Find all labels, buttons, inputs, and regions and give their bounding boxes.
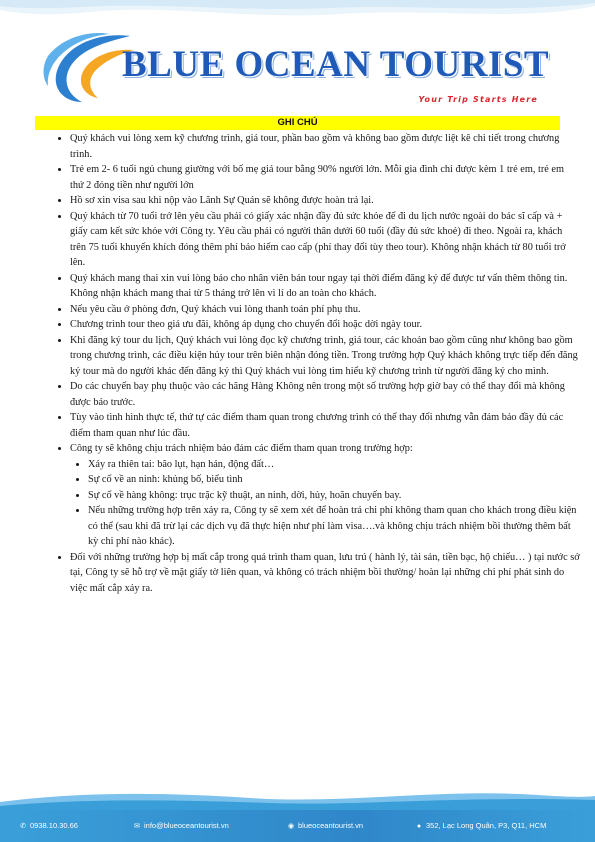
note-item: • Quý khách mang thai xin vui lòng báo cho nhân viên bán tour ngay tại thời điểm đăng ký để được tư vấn thêm thông tin. Không nhận khách mang thai từ 5 tháng trở lên vì lí do an toàn cho khách.	[70, 271, 580, 302]
footer-address	[414, 820, 546, 832]
note-item: • Khi đăng ký tour du lịch, Quý khách vui lòng đọc kỹ chương trình, giá tour, các khoản bao gồm cũng như không bao gồm trong chương trình, các điều kiện hủy tour trên biên nhận đóng tiền. Trong trường hợp Quý khách không trực tiếp đến đăng ký tour mà do người khác đến đăng ký thì Quý khách vui lòng tìm hiểu kỹ chương trình từ người đăng ký cho mình.	[70, 333, 580, 380]
note-item: • Nếu yêu cầu ở phòng đơn, Quý khách vui lòng thanh toán phí phụ thu.	[70, 302, 580, 318]
sub-note-item: • Nếu những trường hợp trên xảy ra, Công ty sẽ xem xét để hoàn trả chi phí không tham quan cho khách trong điều kiện có thể (sau khi đã trừ lại các dịch vụ đã thực hiện như phí làm visa….và không chịu trách nhiệm bồi thường thêm bất kỳ chi phí nào khác).	[88, 503, 580, 550]
note-item: • Do các chuyến bay phụ thuộc vào các hãng Hàng Không nên trong một số trường hợp giờ bay có thể thay đổi mà không được báo trước.	[70, 379, 580, 410]
note-item: • Chương trình tour theo giá ưu đãi, không áp dụng cho chuyển đổi hoặc dời ngày tour.	[70, 317, 580, 333]
footer-bar	[0, 802, 595, 842]
footer-email-text: info@blueoceantourist.vn	[144, 821, 229, 830]
footer-wave-decoration	[0, 788, 595, 810]
sub-note-item: • Sự cố về hàng không: trục trặc kỹ thuật, an ninh, dời, hủy, hoãn chuyến bay.	[88, 488, 580, 504]
footer-address-text: 352, Lạc Long Quân, P3, Q11, HCM	[426, 821, 547, 830]
location-pin-icon: ●	[416, 823, 422, 830]
note-item: • Hồ sơ xin visa sau khi nộp vào Lãnh Sự Quán sẽ không được hoàn trả lại.	[70, 193, 580, 209]
footer-phone[interactable]	[18, 820, 78, 832]
footer-website[interactable]	[286, 820, 363, 832]
globe-icon: ◉	[287, 823, 295, 830]
note-item: • Trẻ em 2- 6 tuổi ngủ chung giường với bố mẹ giá tour bằng 90% người lớn. Mỗi gia đình chỉ được kèm 1 trẻ em, trẻ em thứ 2 đóng tiền như người lớn	[70, 162, 580, 193]
footer-phone-text: 0938.10.30.66	[30, 821, 78, 830]
sub-note-item: • Xảy ra thiên tai: bão lụt, hạn hán, động đất…	[88, 457, 580, 473]
note-item: • Tùy vào tình hình thực tế, thứ tự các điểm tham quan trong chương trình có thể thay đổi nhưng vẫn đảm bảo đầy đủ các điểm tham quan như lúc đầu.	[70, 410, 580, 441]
footer-website-text: blueoceantourist.vn	[298, 821, 364, 830]
footer-email[interactable]	[132, 820, 229, 832]
notes-list	[52, 131, 580, 596]
note-item: • Quý khách từ 70 tuổi trở lên yêu cầu phải có giấy xác nhận đầy đủ sức khỏe để đi du lịch nước ngoài do bác sĩ cấp và + giấy cam kết sức khỏe với Công ty. Yêu cầu phải có người thân dưới 60 tuổi (đầy đủ sức khoẻ) đi theo. Ngoài ra, khách trên 75 tuổi khuyến khích đóng thêm phí bảo hiểm cao cấp (phí thay đổi tùy theo tour). Không nhận khách từ 80 tuổi trở lên.	[70, 209, 580, 271]
phone-icon: ✆	[20, 823, 26, 830]
note-item-text: Công ty sẽ không chịu trách nhiệm bảo đảm các điểm tham quan trong trường hợp:	[70, 443, 413, 454]
section-title: GHI CHÚ	[35, 116, 560, 130]
brand-name: BLUE OCEAN TOURIST	[122, 44, 550, 85]
brand-logo	[40, 28, 560, 108]
note-item-with-subitems	[70, 441, 580, 550]
note-item: • Đối với những trường hợp bị mất cắp trong quá trình tham quan, lưu trú ( hành lý, tài sản, tiền bạc, hộ chiếu… ) tại nước sở tại, Công ty sẽ hỗ trợ về mặt giấy tờ liên quan, và không có trách nhiệm bồi thường/ hoàn lại những chi phí phát sinh do việc mất cắp xảy ra.	[70, 550, 580, 597]
sub-notes-list	[70, 457, 580, 550]
mail-icon: ✉	[134, 823, 140, 830]
sub-note-item: • Sự cố về an ninh: khủng bố, biểu tình	[88, 472, 580, 488]
brand-tagline: Your Trip Starts Here	[418, 95, 538, 104]
note-item: • Quý khách vui lòng xem kỹ chương trình, giá tour, phần bao gồm và không bao gồm được liệt kê chi tiết trong chương trình.	[70, 131, 580, 162]
